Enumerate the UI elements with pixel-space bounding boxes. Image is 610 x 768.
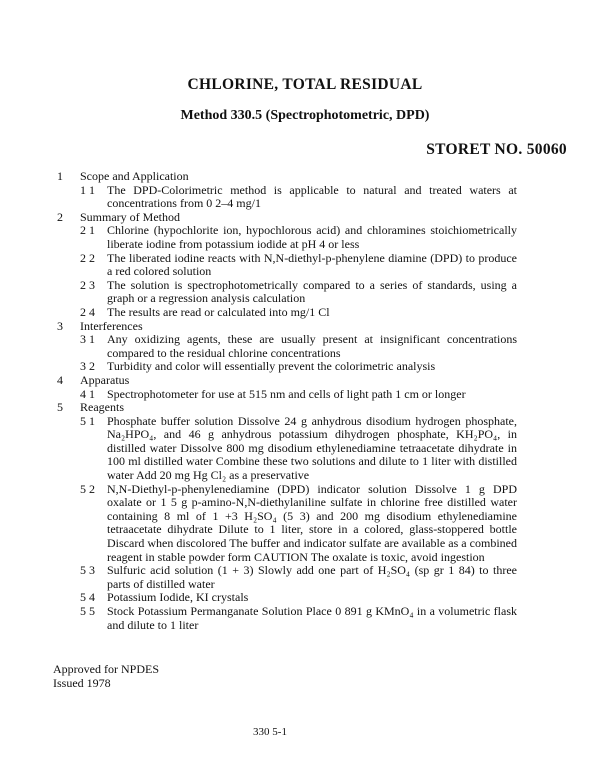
document-body (57, 170, 517, 632)
subsection-number: 1 1 (80, 182, 95, 197)
section-heading (57, 401, 517, 415)
subsection-text: Any oxidizing agents, these are usually present at insignificant concentrations compared to the residual chlorine concentrations (107, 332, 517, 360)
subsection (80, 252, 517, 279)
subsection (80, 224, 517, 251)
subsection-number: 4 1 (80, 386, 95, 401)
subsection-number: 5 1 (80, 413, 95, 428)
subsection-number: 5 3 (80, 563, 95, 578)
subsection (80, 184, 517, 211)
subsection (80, 388, 517, 402)
document-title: CHLORINE, TOTAL RESIDUAL (187, 76, 423, 93)
subsection-number: 2 4 (80, 304, 95, 319)
subsection-text: Potassium Iodide, KI crystals (107, 590, 249, 605)
subsection-number: 5 2 (80, 481, 95, 496)
approved-line: Approved for NPDES (53, 662, 159, 676)
subsection-number: 3 1 (80, 332, 95, 347)
subsection-text: The solution is spectrophotometrically compared to a series of standards, using a graph or a regression analysis calculation (107, 277, 517, 306)
storet-number: STORET NO. 50060 (426, 141, 567, 158)
subsection-number: 2 3 (80, 277, 95, 292)
section-heading (57, 374, 517, 388)
subsection-number: 5 5 (80, 604, 95, 618)
subsection (80, 360, 517, 374)
section-heading (57, 211, 517, 225)
subsection-number: 5 4 (80, 590, 95, 605)
section-number: 5 (57, 400, 63, 415)
section-number: 1 (57, 169, 63, 183)
subsection-text: Chlorine (hypochlorite ion, hypochlorous acid) and chloramines stoichiometrically liberate iodine from potassium iodide at pH 4 or less (107, 223, 517, 251)
section-heading (57, 170, 517, 184)
subsection-text: The DPD-Colorimetric method is applicable to natural and treated waters at concentrations from 0 2–4 mg/1 (107, 182, 517, 211)
subsection-number: 2 2 (80, 250, 95, 265)
section-title: Reagents (80, 400, 124, 415)
subsection-number: 3 2 (80, 359, 95, 374)
page-number: 330 5-1 (253, 726, 287, 738)
section-number: 4 (57, 372, 63, 387)
section-number: 3 (57, 318, 63, 333)
subsection-text: The liberated iodine reacts with N,N-diethyl-p-phenylene diamine (DPD) to produce a red colored solution (107, 250, 517, 279)
section-title: Scope and Application (80, 169, 189, 183)
subsection-text: Spectrophotometer for use at 515 nm and cells of light path 1 cm or longer (107, 386, 466, 401)
subsection-text: Turbidity and color will essentially prevent the colorimetric analysis (107, 359, 436, 374)
section-title: Interferences (80, 318, 143, 333)
subsection (80, 306, 517, 320)
subsection (80, 591, 517, 605)
subsection-number: 2 1 (80, 223, 95, 238)
section-title: Summary of Method (80, 209, 180, 224)
subsection (80, 605, 517, 632)
subsection (80, 483, 517, 565)
subsection (80, 415, 517, 483)
approval-block (53, 662, 159, 690)
subsection-text: Stock Potassium Permanganate Solution Place 0 891 g KMnO₄ in a volumetric flask and dilute to 1 liter (107, 604, 517, 632)
subsection-text: N,N-Diethyl-p-phenylenediamine (DPD) indicator solution Dissolve 1 g DPD oxalate or 1 5 g p-amino-N,N-diethylaniline sulfate in chlorine free distilled water containing 8 ml of 1 +3 H₂SO₄ (5 3) and 200 mg disodium ethylenediamine tetraacetate dihydrate Dilute to 1 liter, store in a colored, glass-stoppered bottle Discard when discolored The buffer and indicator sulfate are available as a combined reagent in stable powder form CAUTION The oxalate is toxic, avoid ingestion (107, 481, 517, 564)
section-number: 2 (57, 209, 63, 224)
subsection-text: The results are read or calculated into mg/1 Cl (107, 304, 330, 319)
subsection (80, 333, 517, 360)
subsection (80, 564, 517, 591)
subsection-text: Sulfuric acid solution (1 + 3) Slowly add one part of H₂SO₄ (sp gr 1 84) to three parts of distilled water (107, 563, 517, 591)
issued-line: Issued 1978 (53, 676, 111, 690)
subsection-text: Phosphate buffer solution Dissolve 24 g anhydrous disodium hydrogen phosphate, Na₂HPO₄, and 46 g anhydrous potassium dihydrogen phosphate, KH₂PO₄, in distilled water Dissolve 800 mg disodium ethylenediamine tetraacetate dihydrate in 100 ml distilled water Combine these two solutions and dilute to 1 liter with distilled water Add 20 mg Hg Cl₂ as a preservative (107, 413, 517, 483)
section-heading (57, 320, 517, 334)
subsection (80, 279, 517, 306)
section-title: Apparatus (80, 372, 130, 387)
method-subtitle: Method 330.5 (Spectrophotometric, DPD) (180, 108, 430, 123)
